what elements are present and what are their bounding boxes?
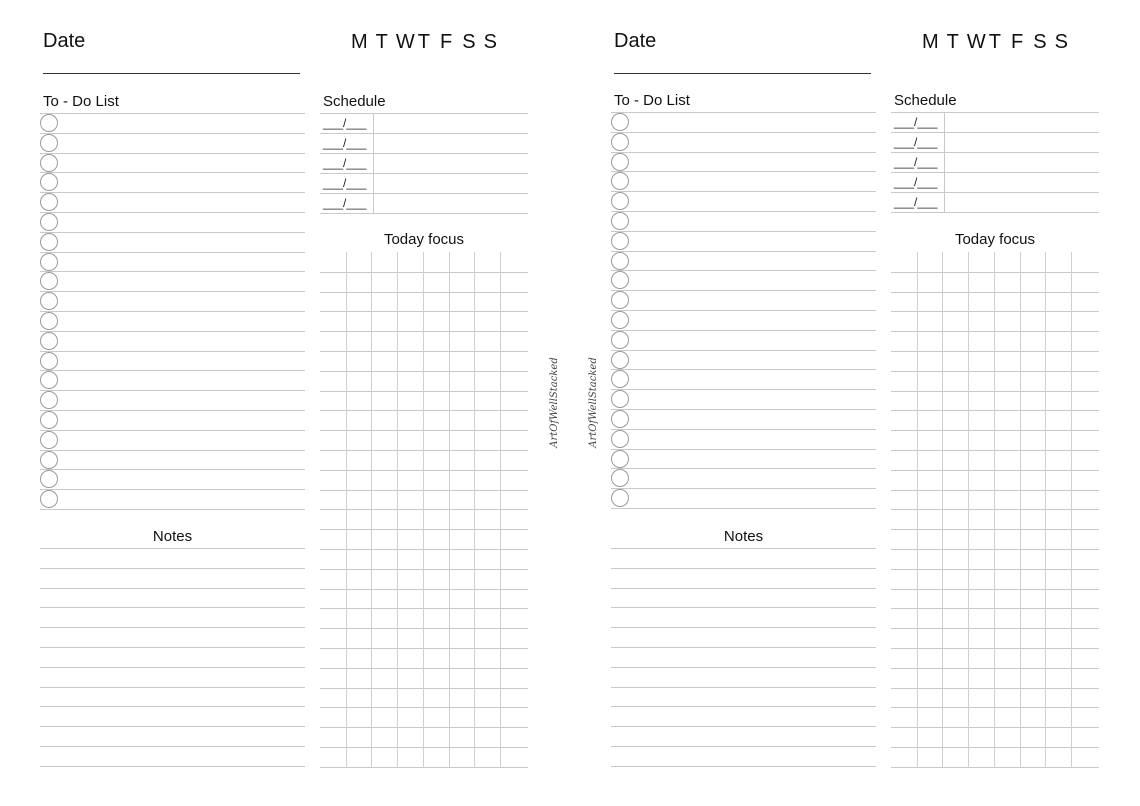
schedule-time-slot[interactable]: ___/___ [894, 195, 938, 209]
notes-rule [40, 687, 305, 688]
weekday-mon[interactable]: M [922, 31, 939, 53]
grid-rule [891, 450, 1099, 451]
grid-rule [320, 569, 528, 570]
todo-rule [611, 429, 876, 430]
todo-rule [611, 191, 876, 192]
watermark: ArtOfWellStacked [587, 357, 599, 448]
notes-rule [40, 607, 305, 608]
todo-rule [611, 468, 876, 469]
grid-rule [891, 470, 1099, 471]
grid-rule [891, 727, 1099, 728]
weekday-fri[interactable]: F [440, 31, 453, 53]
grid-column-rule [917, 252, 918, 768]
todo-checkbox[interactable] [611, 291, 629, 309]
grid-rule [320, 351, 528, 352]
grid-rule [320, 727, 528, 728]
todo-checkbox[interactable] [40, 292, 58, 310]
todo-rule [40, 172, 305, 173]
todo-checkbox[interactable] [611, 311, 629, 329]
todo-checkbox[interactable] [611, 331, 629, 349]
todo-checkbox[interactable] [40, 114, 58, 132]
notes-rule [611, 746, 876, 747]
todo-checkbox[interactable] [611, 133, 629, 151]
todo-checkbox[interactable] [40, 253, 58, 271]
notes-rule [40, 647, 305, 648]
date-label: Date [43, 30, 86, 52]
todo-heading: To - Do List [43, 93, 119, 110]
notes-rule [40, 746, 305, 747]
today-focus-heading: Today focus [954, 231, 1036, 248]
todo-rule [611, 152, 876, 153]
todo-rule [611, 112, 876, 113]
grid-rule [891, 549, 1099, 550]
grid-column-rule [1071, 252, 1072, 768]
date-line [43, 73, 300, 74]
grid-rule [891, 331, 1099, 332]
notes-rule [611, 568, 876, 569]
todo-checkbox[interactable] [611, 489, 629, 507]
grid-rule [320, 767, 528, 768]
weekday-sat[interactable]: S [462, 31, 476, 53]
todo-checkbox[interactable] [611, 450, 629, 468]
grid-rule [320, 371, 528, 372]
grid-rule [320, 628, 528, 629]
todo-checkbox[interactable] [40, 391, 58, 409]
todo-checkbox[interactable] [611, 430, 629, 448]
todo-checkbox[interactable] [40, 332, 58, 350]
grid-column-rule [449, 252, 450, 768]
grid-column-rule [994, 252, 995, 768]
todo-rule [611, 449, 876, 450]
todo-rule [611, 251, 876, 252]
grid-rule [320, 470, 528, 471]
grid-column-rule [346, 252, 347, 768]
todo-checkbox[interactable] [40, 352, 58, 370]
todo-checkbox[interactable] [611, 172, 629, 190]
todo-checkbox[interactable] [611, 212, 629, 230]
schedule-heading: Schedule [894, 92, 957, 109]
schedule-time-slot[interactable]: ___/___ [323, 116, 367, 130]
todo-checkbox[interactable] [40, 193, 58, 211]
todo-rule [611, 310, 876, 311]
todo-checkbox[interactable] [611, 351, 629, 369]
grid-rule [320, 292, 528, 293]
grid-rule [891, 589, 1099, 590]
grid-column-rule [968, 252, 969, 768]
grid-rule [320, 648, 528, 649]
date-line [614, 73, 871, 74]
todo-rule [40, 370, 305, 371]
todo-checkbox[interactable] [40, 134, 58, 152]
grid-column-rule [1020, 252, 1021, 768]
grid-rule [320, 272, 528, 273]
todo-rule [611, 350, 876, 351]
schedule-time-slot[interactable]: ___/___ [323, 156, 367, 170]
notes-rule [611, 766, 876, 767]
schedule-rule [891, 132, 1099, 133]
todo-checkbox[interactable] [611, 153, 629, 171]
schedule-rule [320, 133, 528, 134]
grid-rule [891, 628, 1099, 629]
grid-rule [320, 311, 528, 312]
todo-checkbox[interactable] [611, 469, 629, 487]
todo-rule [40, 311, 305, 312]
todo-rule [611, 231, 876, 232]
todo-checkbox[interactable] [40, 411, 58, 429]
todo-list [40, 113, 305, 513]
schedule-table [320, 113, 528, 213]
todo-checkbox[interactable] [40, 154, 58, 172]
weekday-sun[interactable]: S [1054, 31, 1068, 53]
todo-rule [40, 450, 305, 451]
todo-rule [40, 252, 305, 253]
notes-rule [611, 607, 876, 608]
todo-rule [40, 192, 305, 193]
notes-rule [611, 548, 876, 549]
todo-checkbox[interactable] [40, 213, 58, 231]
schedule-rule [891, 112, 1099, 113]
weekday-wed[interactable]: W [395, 31, 415, 53]
todo-rule [40, 410, 305, 411]
weekday-selector [351, 31, 497, 54]
schedule-time-slot[interactable]: ___/___ [894, 115, 938, 129]
todo-rule [40, 469, 305, 470]
grid-rule [891, 668, 1099, 669]
grid-rule [320, 391, 528, 392]
notes-rule [40, 568, 305, 569]
todo-rule [611, 171, 876, 172]
todo-rule [611, 488, 876, 489]
todo-checkbox[interactable] [40, 371, 58, 389]
notes-rule [40, 548, 305, 549]
todo-checkbox[interactable] [40, 470, 58, 488]
schedule-rule [320, 213, 528, 214]
today-focus-heading: Today focus [383, 231, 465, 248]
todo-checkbox[interactable] [611, 252, 629, 270]
schedule-rule [891, 152, 1099, 153]
grid-rule [891, 292, 1099, 293]
grid-rule [891, 688, 1099, 689]
watermark: ArtOfWellStacked [548, 357, 560, 448]
weekday-fri[interactable]: F [1011, 31, 1024, 53]
weekday-mon[interactable]: M [351, 31, 368, 53]
weekday-wed[interactable]: W [966, 31, 986, 53]
grid-rule [891, 569, 1099, 570]
grid-rule [891, 371, 1099, 372]
grid-rule [891, 272, 1099, 273]
grid-rule [891, 707, 1099, 708]
todo-rule [40, 232, 305, 233]
planner-page-right [570, 0, 1140, 806]
notes-rule [40, 588, 305, 589]
schedule-rule [320, 193, 528, 194]
grid-rule [891, 648, 1099, 649]
grid-rule [320, 509, 528, 510]
grid-rule [891, 608, 1099, 609]
grid-rule [320, 707, 528, 708]
notes-rule [40, 706, 305, 707]
grid-rule [320, 529, 528, 530]
grid-rule [320, 668, 528, 669]
grid-column-rule [423, 252, 424, 768]
todo-checkbox[interactable] [40, 431, 58, 449]
grid-rule [891, 410, 1099, 411]
grid-rule [891, 430, 1099, 431]
todo-rule [611, 389, 876, 390]
grid-rule [320, 450, 528, 451]
todo-rule [40, 390, 305, 391]
todo-rule [611, 409, 876, 410]
schedule-time-slot[interactable]: ___/___ [894, 175, 938, 189]
notes-area[interactable] [611, 548, 876, 770]
notes-rule [611, 706, 876, 707]
todo-checkbox[interactable] [611, 232, 629, 250]
todo-rule [40, 291, 305, 292]
todo-rule [611, 330, 876, 331]
todo-checkbox[interactable] [40, 272, 58, 290]
schedule-divider [373, 113, 374, 213]
schedule-heading: Schedule [323, 93, 386, 110]
grid-column-rule [1045, 252, 1046, 768]
grid-rule [320, 331, 528, 332]
notes-rule [611, 588, 876, 589]
schedule-time-slot[interactable]: ___/___ [894, 155, 938, 169]
schedule-rule [891, 172, 1099, 173]
notes-rule [40, 726, 305, 727]
date-label: Date [614, 30, 657, 52]
grid-rule [891, 529, 1099, 530]
today-focus-grid[interactable] [891, 252, 1099, 768]
todo-checkbox[interactable] [40, 451, 58, 469]
notes-area[interactable] [40, 548, 305, 770]
notes-heading: Notes [152, 528, 193, 545]
weekday-sat[interactable]: S [1033, 31, 1047, 53]
schedule-rule [891, 212, 1099, 213]
todo-rule [611, 508, 876, 509]
schedule-rule [320, 153, 528, 154]
grid-rule [891, 490, 1099, 491]
todo-checkbox[interactable] [611, 390, 629, 408]
notes-rule [611, 667, 876, 668]
grid-rule [891, 767, 1099, 768]
todo-checkbox[interactable] [611, 410, 629, 428]
schedule-time-slot[interactable]: ___/___ [323, 176, 367, 190]
todo-rule [40, 430, 305, 431]
todo-checkbox[interactable] [40, 173, 58, 191]
notes-rule [40, 766, 305, 767]
todo-rule [611, 290, 876, 291]
todo-checkbox[interactable] [611, 370, 629, 388]
schedule-rule [320, 113, 528, 114]
grid-column-rule [474, 252, 475, 768]
grid-column-rule [942, 252, 943, 768]
todo-rule [40, 212, 305, 213]
notes-heading: Notes [723, 528, 764, 545]
todo-list [611, 112, 876, 512]
grid-rule [320, 608, 528, 609]
weekday-selector [922, 31, 1068, 54]
weekday-sun[interactable]: S [483, 31, 497, 53]
today-focus-grid[interactable] [320, 252, 528, 768]
todo-rule [611, 211, 876, 212]
todo-rule [40, 489, 305, 490]
todo-checkbox[interactable] [40, 490, 58, 508]
notes-rule [611, 726, 876, 727]
grid-rule [320, 747, 528, 748]
notes-rule [40, 667, 305, 668]
schedule-divider [944, 112, 945, 212]
todo-rule [611, 132, 876, 133]
grid-rule [320, 430, 528, 431]
grid-rule [320, 410, 528, 411]
grid-rule [320, 589, 528, 590]
weekday-tue[interactable]: T [946, 31, 959, 53]
grid-rule [891, 391, 1099, 392]
grid-rule [891, 747, 1099, 748]
schedule-time-slot[interactable]: ___/___ [323, 136, 367, 150]
todo-heading: To - Do List [614, 92, 690, 109]
todo-rule [40, 133, 305, 134]
todo-checkbox[interactable] [611, 271, 629, 289]
todo-rule [40, 509, 305, 510]
schedule-time-slot[interactable]: ___/___ [323, 196, 367, 210]
grid-rule [320, 688, 528, 689]
todo-checkbox[interactable] [611, 113, 629, 131]
todo-rule [40, 153, 305, 154]
todo-rule [40, 351, 305, 352]
weekday-thu[interactable]: T [417, 31, 430, 53]
notes-rule [611, 647, 876, 648]
schedule-time-slot[interactable]: ___/___ [894, 135, 938, 149]
notes-rule [40, 627, 305, 628]
todo-checkbox[interactable] [611, 192, 629, 210]
todo-rule [40, 113, 305, 114]
todo-rule [611, 369, 876, 370]
todo-rule [611, 270, 876, 271]
todo-rule [40, 271, 305, 272]
grid-rule [320, 549, 528, 550]
grid-rule [891, 509, 1099, 510]
weekday-tue[interactable]: T [375, 31, 388, 53]
weekday-thu[interactable]: T [988, 31, 1001, 53]
grid-column-rule [500, 252, 501, 768]
grid-rule [320, 490, 528, 491]
grid-column-rule [371, 252, 372, 768]
grid-rule [891, 311, 1099, 312]
grid-rule [891, 351, 1099, 352]
notes-rule [611, 687, 876, 688]
schedule-rule [891, 192, 1099, 193]
schedule-table [891, 112, 1099, 212]
schedule-rule [320, 173, 528, 174]
notes-rule [611, 627, 876, 628]
todo-checkbox[interactable] [40, 233, 58, 251]
grid-column-rule [397, 252, 398, 768]
todo-rule [40, 331, 305, 332]
todo-checkbox[interactable] [40, 312, 58, 330]
